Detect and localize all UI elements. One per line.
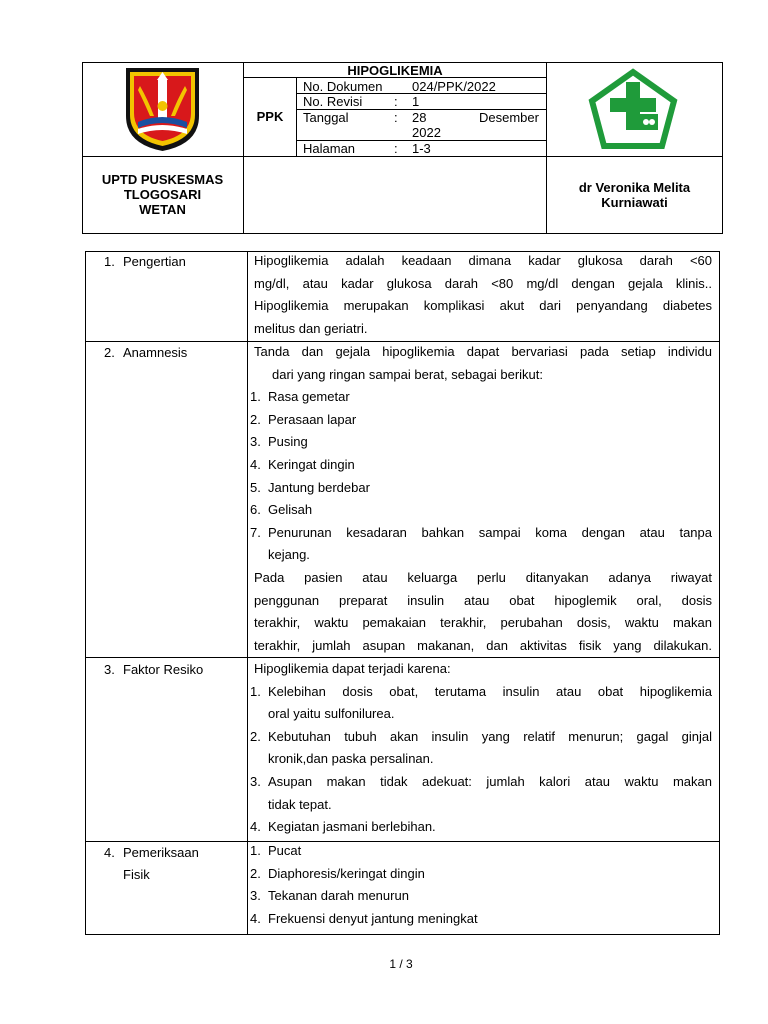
list-item: 1. Kelebihan dosis obat, terutama insulin atau obat hipoglikemia [250,683,712,699]
doc-number-value: 024/PPK/2022 [412,79,496,94]
text-line: mg/dl, atau kadar glukosa darah <80 mg/dl dengan gejala klinis.. [254,275,712,291]
text-line: melitus dan geriatri. [254,320,368,336]
text-line: terakhir, waktu pemakaian terakhir, perubahan dosis, waktu makan [254,615,712,631]
section-2-number: 2. [104,345,115,360]
list-item: 2. Kebutuhan tubuh akan insulin yang relatif menurun; gagal ginjal [250,728,712,744]
list-item-continuation: kronik,dan paska persalinan. [268,751,434,767]
section-1-label: Pengertian [123,254,186,269]
text-line: Hipoglikemia merupakan komplikasi akut dari penyandang diabetes [254,298,712,314]
list-item: 3. Pusing [250,434,308,450]
section-4-label-line2: Fisik [123,867,150,882]
page-separator: : [394,141,398,156]
text-line: Hipoglikemia adalah keadaan dimana kadar glukosa darah <60 [254,253,712,268]
text-line: dari yang ringan sampai berat, sebagai berikut: [272,366,543,382]
list-item-continuation: oral yaitu sulfonilurea. [268,706,395,722]
revision-label: No. Revisi [303,94,363,109]
document-title: HIPOGLIKEMIA [347,63,443,78]
text-line: penggunan preparat insulin atau obat hipoglemik oral, dosis [254,592,712,608]
page-label: Halaman [303,141,356,156]
signer-name-line1: dr Veronika Melita [578,180,691,195]
section-4-content [250,840,712,930]
list-item: 3. Tekanan darah menurun [250,888,409,904]
list-item: 2. Diaphoresis/keringat dingin [250,865,425,881]
section-1-content [254,250,712,340]
list-item: 3. Asupan makan tidak adekuat: jumlah kalori atau waktu makan [250,773,712,789]
date-month: Desember [479,110,539,125]
org-name-line2: TLOGOSARI [123,187,202,202]
section-3-number: 3. [104,662,115,677]
signer-name-line2: Kurniawati [601,195,668,210]
list-item-continuation: kejang. [268,547,310,563]
list-item: 4. Keringat dingin [250,456,355,472]
page-value: 1-3 [412,141,431,156]
list-item: 5. Jantung berdebar [250,479,370,495]
org-name-line3: WETAN [139,202,186,217]
list-item: 7. Penurunan kesadaran bahkan sampai koma dengan atau tanpa [250,524,712,540]
city-emblem-logo [124,66,201,153]
text-line: terakhir, jumlah asupan makanan, dan aktivitas fisik yang dilakukan. [254,637,712,653]
list-item: 6. Gelisah [250,502,313,518]
section-1-number: 1. [104,254,115,269]
list-item: 1. Rasa gemetar [250,389,350,405]
date-year: 2022 [412,125,441,140]
text-line: Pada pasien atau keluarga perlu ditanyakan adanya riwayat [254,569,712,585]
section-2-label: Anamnesis [123,345,188,360]
list-item: 2. Perasaan lapar [250,411,357,427]
section-2-content [250,341,712,657]
list-item: 1. Pucat [250,843,302,858]
section-4-label: Pemeriksaan [123,845,199,860]
section-3-label: Faktor Resiko [123,662,204,677]
text-line: Hipoglikemia dapat terjadi karena: [254,661,451,676]
list-item: 4. Kegiatan jasmani berlebihan. [250,819,436,835]
org-name-line1: UPTD PUSKESMAS [101,172,224,187]
date-label: Tanggal [303,110,349,125]
doc-number-label: No. Dokumen [303,79,383,94]
date-day: 28 [412,110,427,125]
list-item-continuation: tidak tepat. [268,796,332,812]
page-indicator: 1 / 3 [389,957,413,971]
ppk-label: PPK [256,109,284,124]
revision-separator: : [394,94,398,109]
date-separator: : [394,110,398,125]
revision-value: 1 [412,94,420,109]
puskesmas-logo [588,68,678,150]
list-item: 4. Frekuensi denyut jantung meningkat [250,910,478,926]
text-line: Tanda dan gejala hipoglikemia dapat bervariasi pada setiap individu [254,344,712,359]
section-4-number: 4. [104,845,115,860]
section-3-content [250,658,712,839]
